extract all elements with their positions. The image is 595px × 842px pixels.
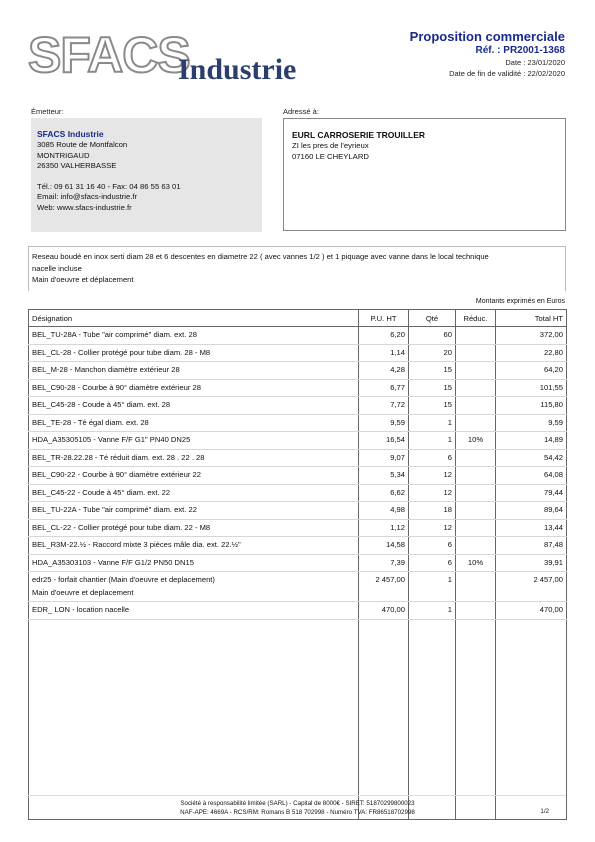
quote-lines-table (28, 309, 567, 820)
cell-quantity: 12 (409, 467, 456, 485)
cell-designation: BEL_TU-28A - Tube "air comprimé" diam. ext. 28 (29, 327, 359, 345)
table-row (29, 484, 567, 502)
cell-designation: HDA_A35303103 - Vanne F/F G1/2 PN50 DN15 (29, 554, 359, 572)
document-validity-date: Date de fin de validité : 22/02/2020 (449, 69, 565, 78)
cell-designation: BEL_C45-22 - Coude à 45° diam. ext. 22 (29, 484, 359, 502)
cell-designation: EDR_ LON - location nacelle (29, 602, 359, 620)
col-header-unit-price: P.U. HT (359, 310, 409, 327)
cell-unit-price: 9,07 (359, 449, 409, 467)
cell-total: 2 457,00 (496, 572, 567, 602)
emetteur-box (31, 118, 262, 232)
col-header-discount: Réduc. (456, 310, 496, 327)
cell-designation: HDA_A35305105 - Vanne F/F G1" PN40 DN25 (29, 432, 359, 450)
cell-total: 13,44 (496, 519, 567, 537)
col-header-designation: Désignation (29, 310, 359, 327)
cell-designation: BEL_C90-28 - Courbe à 90° diamètre extérieur 28 (29, 379, 359, 397)
cell-quantity: 1 (409, 432, 456, 450)
cell-unit-price: 7,72 (359, 397, 409, 415)
table-row (29, 572, 567, 602)
table-row (29, 362, 567, 380)
cell-discount (456, 572, 496, 602)
cell-designation: BEL_C90-22 - Courbe à 90° diamètre extérieur 22 (29, 467, 359, 485)
cell-total: 101,55 (496, 379, 567, 397)
cell-designation: edr25 - forfait chantier (Main d'oeuvre et deplacement) Main d'oeuvre et deplacement (29, 572, 359, 602)
cell-designation: BEL_CL-22 - Collier protégé pour tube diam. 22 - M8 (29, 519, 359, 537)
cell-designation: BEL_M-28 - Manchon diamètre extérieur 28 (29, 362, 359, 380)
cell-quantity: 6 (409, 537, 456, 555)
table-row (29, 554, 567, 572)
cell-unit-price: 6,62 (359, 484, 409, 502)
cell-quantity: 6 (409, 554, 456, 572)
cell-total: 14,89 (496, 432, 567, 450)
emetteur-email: Email: info@sfacs-industrie.fr (37, 192, 138, 201)
cell-unit-price: 16,54 (359, 432, 409, 450)
emetteur-label: Émetteur: (31, 107, 64, 116)
company-logo (28, 27, 318, 90)
table-row (29, 537, 567, 555)
cell-discount (456, 397, 496, 415)
cell-quantity: 15 (409, 379, 456, 397)
table-row (29, 502, 567, 520)
page-number: 1/2 (540, 808, 549, 815)
footer-line: NAF-APE: 4669A - RCS/RM: Romans B 518 702998 - Numéro TVA: FR86518702998 (180, 809, 415, 816)
document-date: Date : 23/01/2020 (505, 58, 565, 67)
destinataire-address-line: ZI les pres de l'eyrieux (292, 141, 369, 150)
description-line: Reseau boudé en inox serti diam 28 et 6 descentes en diametre 22 ( avec vannes 1/2 ) et 1 piquage avec vanne dans le local technique (32, 252, 489, 261)
cell-total: 22,80 (496, 344, 567, 362)
cell-discount (456, 327, 496, 345)
cell-total: 54,42 (496, 449, 567, 467)
cell-quantity: 6 (409, 449, 456, 467)
destinataire-name: EURL CARROSERIE TROUILLER (292, 130, 426, 140)
destinataire-box (283, 118, 566, 231)
cell-discount (456, 602, 496, 620)
cell-total: 470,00 (496, 602, 567, 620)
cell-quantity: 15 (409, 397, 456, 415)
cell-quantity: 60 (409, 327, 456, 345)
footer-divider (28, 795, 566, 796)
cell-total: 64,08 (496, 467, 567, 485)
col-header-quantity: Qté (409, 310, 456, 327)
cell-total: 64,20 (496, 362, 567, 380)
cell-discount (456, 362, 496, 380)
table-header-row (29, 310, 567, 327)
cell-discount (456, 414, 496, 432)
cell-designation: BEL_C45-28 - Coude à 45° diam. ext. 28 (29, 397, 359, 415)
cell-quantity: 15 (409, 362, 456, 380)
table-row (29, 327, 567, 345)
destinataire-label: Adressé à: (283, 107, 319, 116)
cell-quantity: 1 (409, 602, 456, 620)
cell-unit-price: 4,98 (359, 502, 409, 520)
cell-discount (456, 537, 496, 555)
cell-quantity: 1 (409, 414, 456, 432)
cell-unit-price: 470,00 (359, 602, 409, 620)
cell-total: 89,64 (496, 502, 567, 520)
cell-total: 87,48 (496, 537, 567, 555)
cell-designation: BEL_CL-28 - Collier protégé pour tube diam. 28 - M8 (29, 344, 359, 362)
cell-quantity: 20 (409, 344, 456, 362)
cell-unit-price: 6,20 (359, 327, 409, 345)
cell-discount (456, 502, 496, 520)
cell-total: 79,44 (496, 484, 567, 502)
table-row (29, 397, 567, 415)
cell-quantity: 12 (409, 484, 456, 502)
cell-quantity: 18 (409, 502, 456, 520)
emetteur-phone: Tél.: 09 61 31 16 40 - Fax: 04 86 55 63 01 (37, 181, 181, 191)
cell-designation: BEL_R3M-22.½ - Raccord mixte 3 pièces mâle dia. ext. 22.½" (29, 537, 359, 555)
footer-line: Société à responsabilité limitée (SARL) - Capital de 8000€ - SIRET: 51870299800023 (180, 800, 415, 807)
table-row (29, 467, 567, 485)
cell-discount: 10% (456, 554, 496, 572)
table-row (29, 432, 567, 450)
cell-total: 39,91 (496, 554, 567, 572)
cell-total: 9,59 (496, 414, 567, 432)
cell-quantity: 12 (409, 519, 456, 537)
table-row (29, 602, 567, 620)
cell-unit-price: 6,77 (359, 379, 409, 397)
cell-unit-price: 2 457,00 (359, 572, 409, 602)
emetteur-web: Web: www.sfacs-industrie.fr (37, 202, 132, 212)
cell-unit-price: 5,34 (359, 467, 409, 485)
cell-unit-price: 4,28 (359, 362, 409, 380)
table-row (29, 519, 567, 537)
cell-discount (456, 379, 496, 397)
document-reference: Réf. : PR2001-1368 (475, 45, 565, 56)
cell-unit-price: 14,58 (359, 537, 409, 555)
cell-discount (456, 344, 496, 362)
table-filler-row (29, 619, 567, 819)
document-header (410, 29, 565, 79)
cell-total: 115,80 (496, 397, 567, 415)
logo-sfacs-text: SFACS (28, 27, 190, 83)
emetteur-address-line: 26350 VALHERBASSE (37, 161, 117, 170)
table-row (29, 379, 567, 397)
table-row (29, 449, 567, 467)
destinataire-address-line: 07160 LE CHEYLARD (292, 151, 369, 161)
emetteur-name: SFACS Industrie (37, 129, 104, 139)
col-header-total: Total HT (496, 310, 567, 327)
logo-industrie-text: Industrie (178, 53, 297, 86)
table-row (29, 414, 567, 432)
cell-designation: BEL_TR-28.22.28 - Té réduit diam. ext. 28 . 22 . 28 (29, 449, 359, 467)
cell-discount (456, 484, 496, 502)
cell-discount: 10% (456, 432, 496, 450)
cell-unit-price: 9,59 (359, 414, 409, 432)
cell-designation: BEL_TU-22A - Tube "air comprimé" diam. ext. 22 (29, 502, 359, 520)
emetteur-address-line: MONTRIGAUD (37, 150, 90, 160)
emetteur-address-line: 3085 Route de Montfalcon (37, 140, 128, 149)
cell-designation: BEL_TE-28 - Té égal diam. ext. 28 (29, 414, 359, 432)
cell-designation-detail: Main d'oeuvre et deplacement (32, 587, 134, 597)
project-description (28, 246, 566, 291)
legal-footer (0, 799, 595, 817)
table-row (29, 344, 567, 362)
document-title: Proposition commerciale (409, 29, 565, 44)
cell-quantity: 1 (409, 572, 456, 602)
currency-note: Montants exprimés en Euros (475, 298, 565, 305)
description-line: nacelle incluse (32, 263, 82, 273)
cell-discount (456, 449, 496, 467)
cell-unit-price: 1,14 (359, 344, 409, 362)
description-line: Main d'oeuvre et déplacement (32, 275, 134, 284)
cell-unit-price: 7,39 (359, 554, 409, 572)
cell-unit-price: 1,12 (359, 519, 409, 537)
cell-total: 372,00 (496, 327, 567, 345)
cell-discount (456, 519, 496, 537)
cell-discount (456, 467, 496, 485)
